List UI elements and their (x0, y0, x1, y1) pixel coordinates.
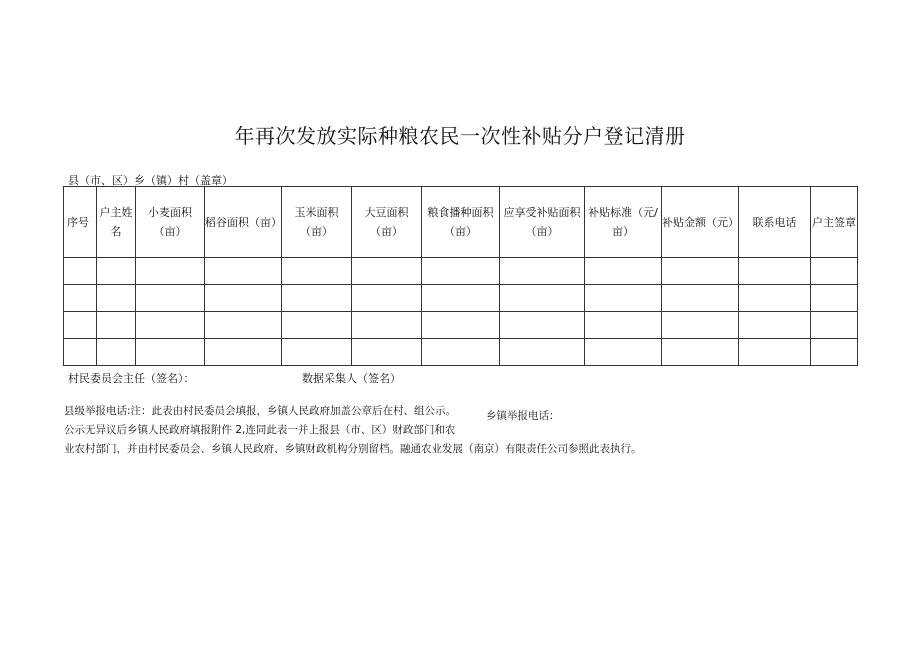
table-cell[interactable] (422, 258, 500, 285)
table-cell[interactable] (662, 258, 739, 285)
table-row (64, 339, 858, 366)
table-cell[interactable] (205, 339, 282, 366)
table-cell[interactable] (97, 285, 136, 312)
column-header-householder: 户主姓名 (97, 187, 136, 258)
town-hotline: 乡镇举报电话： (486, 410, 560, 422)
table-header-row (64, 187, 858, 258)
table-cell[interactable] (97, 258, 136, 285)
table-cell[interactable] (64, 339, 97, 366)
table-cell[interactable] (205, 285, 282, 312)
table-cell[interactable] (136, 312, 205, 339)
table-cell[interactable] (282, 285, 352, 312)
table-cell[interactable] (422, 312, 500, 339)
table-cell[interactable] (136, 339, 205, 366)
table-cell[interactable] (662, 285, 739, 312)
column-header-rice-area: 稻谷面积（亩） (205, 187, 282, 258)
table-row (64, 285, 858, 312)
registration-table (63, 186, 858, 366)
table-cell[interactable] (97, 339, 136, 366)
column-header-phone: 联系电话 (739, 187, 811, 258)
table-cell[interactable] (282, 258, 352, 285)
column-header-grain-area: 粮食播种面积（亩） (422, 187, 500, 258)
table-cell[interactable] (500, 312, 585, 339)
table-cell[interactable] (136, 258, 205, 285)
table-cell[interactable] (500, 339, 585, 366)
table-cell[interactable] (662, 312, 739, 339)
table-cell[interactable] (352, 339, 422, 366)
table-cell[interactable] (282, 339, 352, 366)
column-header-subsidy-amount: 补贴金额（元） (662, 187, 739, 258)
table-row (64, 258, 858, 285)
table-cell[interactable] (352, 312, 422, 339)
table-cell[interactable] (282, 312, 352, 339)
note-line: 业农村部门，并由村民委员会、乡镇人民政府、乡镇财政机构分别留档。融通农业发展（南京）有限责任公司参照此表执行。 (64, 443, 642, 455)
committee-director-signature: 村民委员会主任（签名）： (68, 372, 195, 385)
column-header-corn-area: 玉米面积（亩） (282, 187, 352, 258)
table-cell[interactable] (739, 285, 811, 312)
table-cell[interactable] (811, 312, 858, 339)
table-cell[interactable] (739, 258, 811, 285)
table-cell[interactable] (64, 312, 97, 339)
table-cell[interactable] (205, 312, 282, 339)
column-header-wheat-area: 小麦面积（亩） (136, 187, 205, 258)
table-cell[interactable] (500, 285, 585, 312)
table-cell[interactable] (585, 258, 662, 285)
note-line: 公示无异议后乡镇人民政府填报附件 2,连同此表一并上报县（市、区）财政部门和农 (64, 424, 456, 436)
data-collector-signature: 数据采集人（签名） (302, 372, 401, 385)
table-row (64, 312, 858, 339)
table-cell[interactable] (811, 339, 858, 366)
table-cell[interactable] (64, 285, 97, 312)
table-cell[interactable] (662, 339, 739, 366)
location-line: 县（市、区）乡（镇）村（盖章） (68, 174, 233, 187)
table-cell[interactable] (739, 339, 811, 366)
table-cell[interactable] (811, 258, 858, 285)
table-cell[interactable] (422, 285, 500, 312)
table-cell[interactable] (422, 339, 500, 366)
column-header-subsidy-area: 应享受补贴面积（亩） (500, 187, 585, 258)
table-cell[interactable] (500, 258, 585, 285)
column-header-signature: 户主签章 (811, 187, 858, 258)
column-header-subsidy-rate: 补贴标准（元/亩） (585, 187, 662, 258)
table-cell[interactable] (585, 312, 662, 339)
column-header-index: 序号 (64, 187, 97, 258)
column-header-soybean-area: 大豆面积（亩） (352, 187, 422, 258)
table-cell[interactable] (811, 285, 858, 312)
table-cell[interactable] (585, 285, 662, 312)
table-cell[interactable] (352, 258, 422, 285)
table-cell[interactable] (97, 312, 136, 339)
table-cell[interactable] (739, 312, 811, 339)
form-title: 年再次发放实际种粮农民一次性补贴分户登记清册 (234, 124, 686, 148)
table-cell[interactable] (585, 339, 662, 366)
table-cell[interactable] (352, 285, 422, 312)
note-line: 县级举报电话:注：此表由村民委员会填报，乡镇人民政府加盖公章后在村、组公示。 (64, 405, 457, 417)
table-cell[interactable] (205, 258, 282, 285)
table-cell[interactable] (136, 285, 205, 312)
table-cell[interactable] (64, 258, 97, 285)
